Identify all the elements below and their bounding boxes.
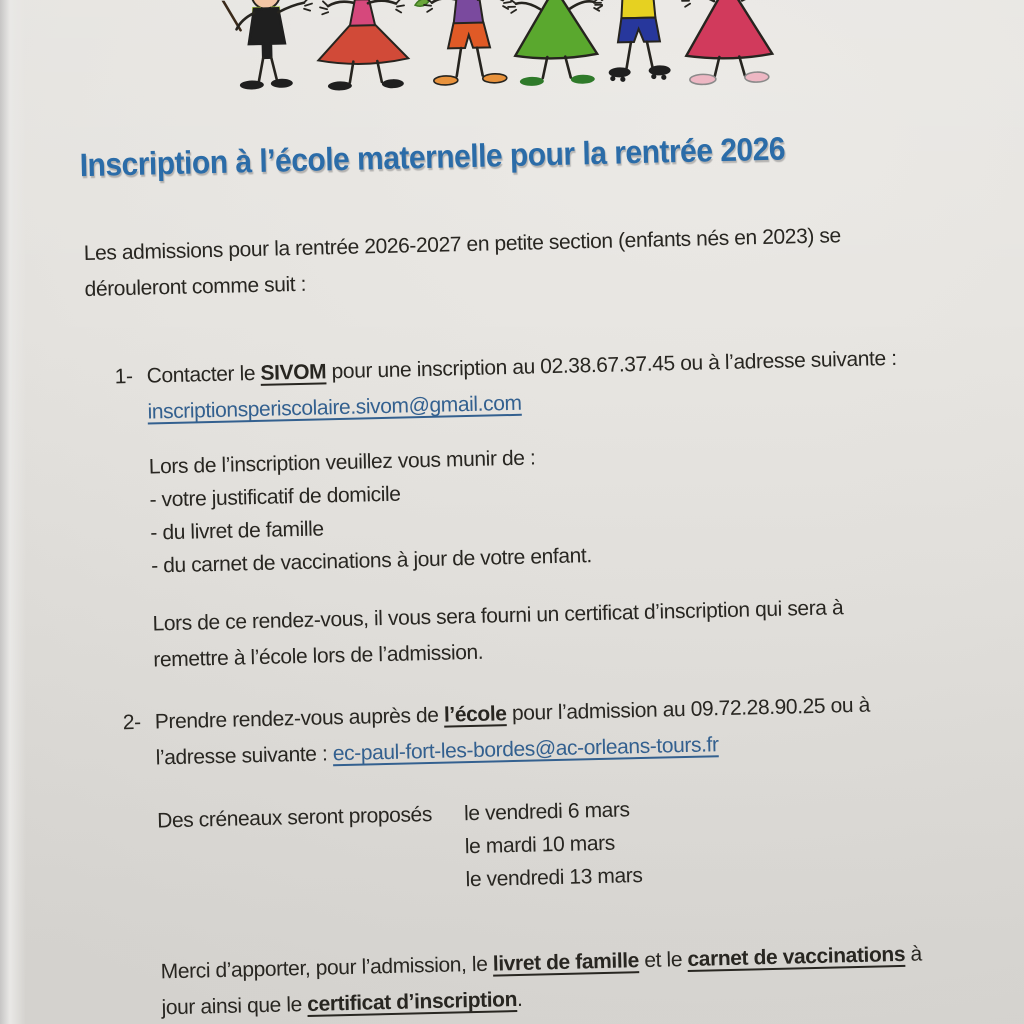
certificate-line-1: Lors de ce rendez-vous, il vous sera fourni un certificat d’inscription qui sera à — [152, 596, 844, 636]
step-2 — [122, 688, 871, 778]
step-2-text-pre: Prendre rendez-vous auprès de — [154, 703, 445, 734]
closing-seg-5: . — [516, 987, 523, 1012]
closing-reminder — [160, 936, 923, 1024]
step-2-address-label: l’adresse suivante : — [155, 742, 334, 770]
time-slots — [157, 793, 643, 903]
step-1-text-post: pour une inscription au 02.38.67.37.45 ou à l’adresse suivante : — [325, 346, 897, 384]
step-1-text-pre: Contacter le — [146, 361, 261, 388]
checklist-heading: Lors de l’inscription veuillez vous munir de : — [148, 446, 536, 479]
closing-seg-4: jour ainsi que le — [161, 992, 308, 1020]
children-clipart — [210, 0, 777, 101]
closing-seg-3: à — [904, 942, 923, 966]
closing-seg-2: et le — [638, 947, 688, 973]
intro-line-2: dérouleront comme suit : — [84, 272, 307, 302]
checklist-item: - du carnet de vaccinations à jour de votre enfant. — [150, 544, 593, 578]
registration-checklist — [148, 440, 592, 582]
slot-date: le vendredi 6 mars — [463, 798, 630, 826]
step-1-number: 1- — [114, 364, 133, 389]
step-2-text-post: pour l’admission au 09.72.28.90.25 ou à — [506, 693, 871, 726]
step-2-school: l’école — [443, 702, 507, 727]
intro-line-1: Les admissions pour la rentrée 2026-2027 en petite section (enfants nés en 2023) se — [83, 224, 842, 266]
closing-seg-1: Merci d’apporter, pour l’admission, le — [160, 952, 494, 984]
step-1 — [114, 341, 898, 431]
school-email-link[interactable]: ec-paul-fort-les-bordes@ac-orleans-tours.fr — [332, 733, 719, 766]
slots-label: Des créneaux seront proposés — [156, 802, 433, 833]
sivom-email-link[interactable]: inscriptionsperiscolaire.sivom@gmail.com — [147, 391, 522, 424]
page-title: Inscription à l’école maternelle pour la rentrée 2026 — [79, 131, 786, 184]
closing-bold-livret: livret de famille — [492, 949, 640, 976]
step-1-org: SIVOM — [260, 360, 327, 385]
closing-bold-carnet: carnet de vaccinations — [687, 942, 906, 971]
closing-bold-certificat: certificat d’inscription — [307, 988, 518, 1016]
certificate-line-2: remettre à l’école lors de l’admission. — [153, 640, 484, 672]
certificate-note — [152, 590, 844, 678]
slot-date: le mardi 10 mars — [464, 831, 616, 859]
slot-date: le vendredi 13 mars — [465, 864, 643, 892]
checklist-item: - votre justificatif de domicile — [149, 482, 401, 512]
step-2-number: 2- — [122, 710, 141, 735]
intro-paragraph — [83, 218, 842, 308]
checklist-item: - du livret de famille — [150, 517, 324, 545]
slots-dates — [464, 793, 643, 896]
